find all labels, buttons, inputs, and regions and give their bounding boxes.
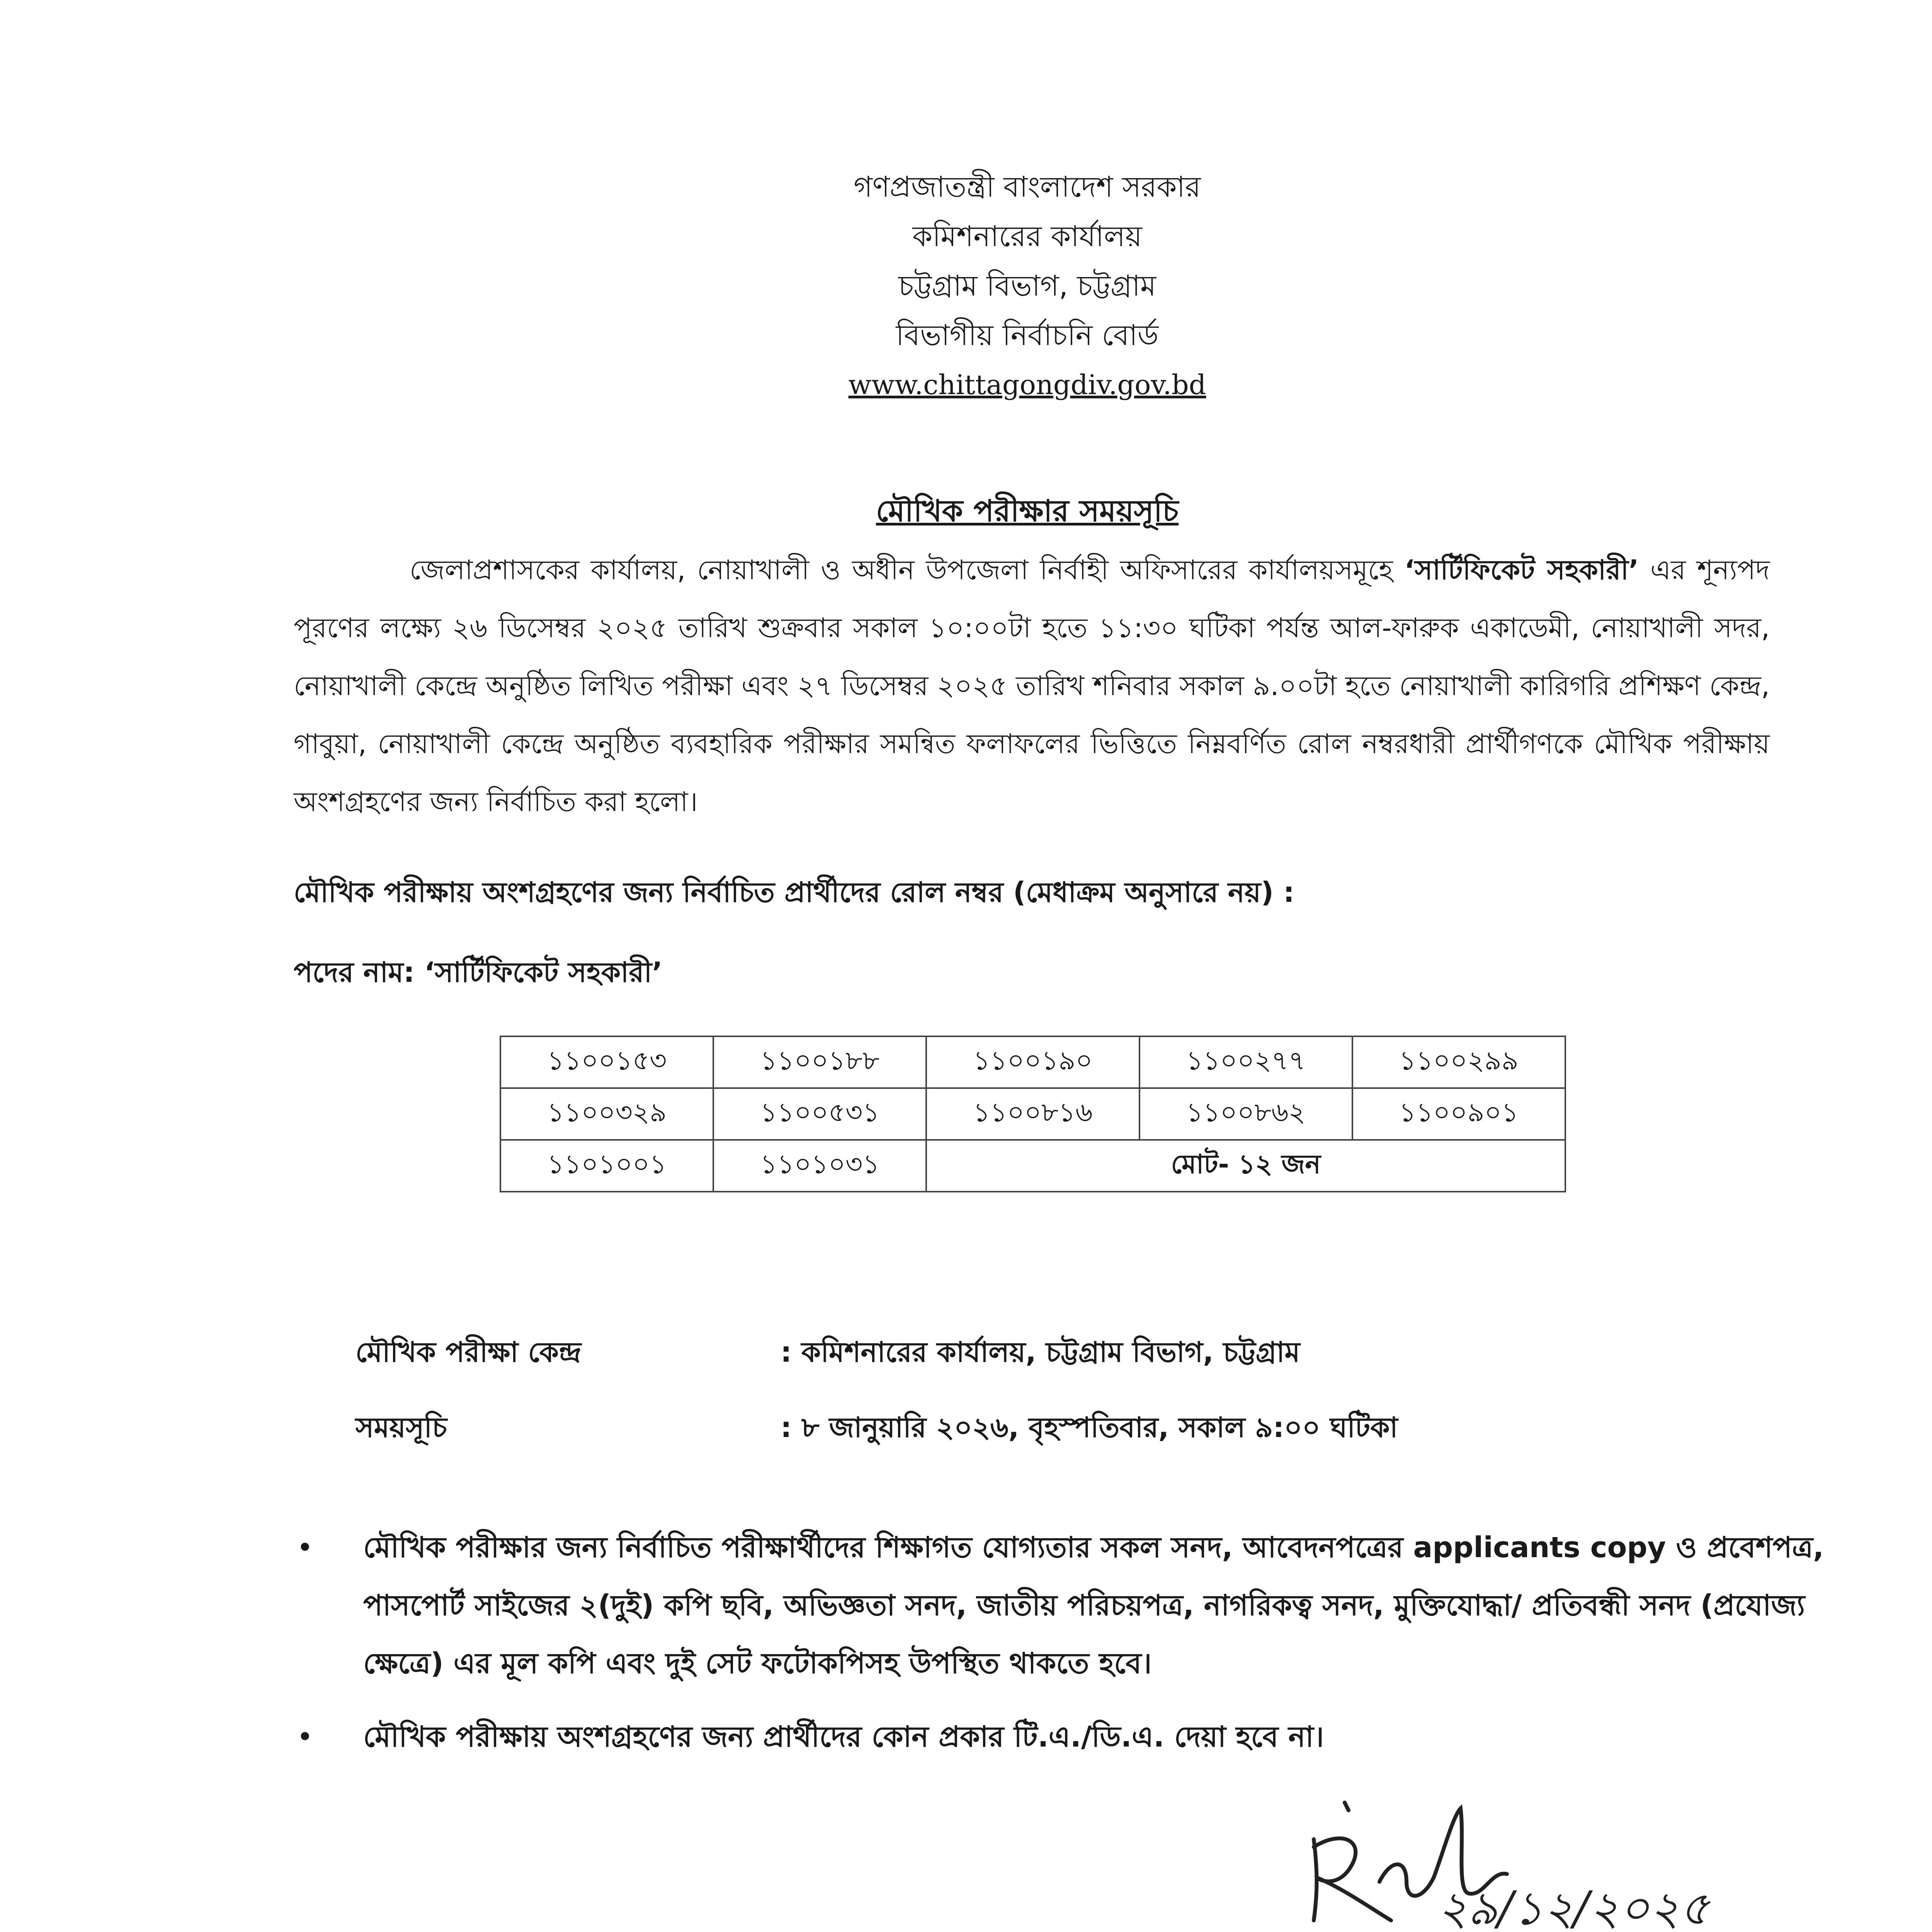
- roll-cell: ১১০০৮৬২: [1139, 1088, 1352, 1140]
- instruction-list: [294, 1519, 1859, 1781]
- exam-schedule-label: সময়সূচি: [355, 1411, 447, 1444]
- header-board: বিভাগীয় নির্বাচনি বোর্ড: [896, 319, 1159, 352]
- header-division: চট্টগ্রাম বিভাগ, চট্টগ্রাম: [898, 269, 1156, 303]
- roll-cell: ১১০০৩২৯: [500, 1088, 713, 1140]
- instruction-text: মৌখিক পরীক্ষার জন্য নির্বাচিত পরীক্ষার্থীদের শিক্ষাগত যোগ্যতার সকল সনদ, আবেদনপত্রের applicants copy ও প্রবেশপত্র, পাসপোর্ট সাইজের ২(দুই) কপি ছবি, অভিজ্ঞতা সনদ, জাতীয় পরিচয়পত্র, নাগরিকত্ব সনদ, মুক্তিযোদ্ধা/ প্রতিবন্ধী সনদ (প্রযোজ্য ক্ষেত্রে) এর মূল কপি এবং দুই সেট ফটোকপিসহ উপস্থিত থাকতে হবে।: [363, 1531, 1824, 1680]
- roll-cell: ১১০০২৭৭: [1139, 1036, 1352, 1088]
- notice-body: [294, 541, 1770, 831]
- body-text-part2: এর শূন্যপদ পূরণের লক্ষ্যে ২৬ ডিসেম্বর ২০২৫ তারিখ শুক্রবার সকাল ১০:০০টা হতে ১১:৩০ ঘটিকা পর্যন্ত আল-ফারুক একাডেমী, নোয়াখালী সদর, নোয়াখালী কেন্দ্রে অনুষ্ঠিত লিখিত পরীক্ষা এবং ২৭ ডিসেম্বর ২০২৫ তারিখ শনিবার সকাল ৯.০০টা হতে নোয়াখালী কারিগরি প্রশিক্ষণ কেন্দ্র, গাবুয়া, নোয়াখালী কেন্দ্রে অনুষ্ঠিত ব্যবহারিক পরীক্ষার সমন্বিত ফলাফলের ভিত্তিতে নিম্নবর্ণিত রোল নম্বরধারী প্রার্থীগণকে মৌখিক পরীক্ষায় অংশগ্রহণের জন্য নির্বাচিত করা হলো।: [294, 554, 1770, 818]
- list-item: [298, 1708, 1859, 1766]
- body-text-part1: জেলাপ্রশাসকের কার্যালয়, নোয়াখালী ও অধীন উপজেলা নির্বাহী অফিসারের কার্যালয়সমূহে: [410, 554, 1405, 586]
- total-count-cell: মোট- ১২ জন: [926, 1140, 1565, 1192]
- roll-cell: ১১০০১৯০: [926, 1036, 1139, 1088]
- roll-heading: মৌখিক পরীক্ষায় অংশগ্রহণের জন্য নির্বাচিত প্রার্থীদের রোল নম্বর (মেধাক্রম অনুসারে নয়) :: [294, 876, 1294, 908]
- notice-subject: মৌখিক পরীক্ষার সময়সূচি: [876, 494, 1179, 529]
- instruction-text: মৌখিক পরীক্ষায় অংশগ্রহণের জন্য প্রার্থীদের কোন প্রকার টি.এ./ডি.এ. দেয়া হবে না।: [363, 1720, 1324, 1753]
- roll-cell: ১১০০৫৩১: [713, 1088, 926, 1140]
- handwritten-signature: [1291, 1793, 1710, 1932]
- roll-number-table: [500, 1036, 1566, 1192]
- post-name-label: পদের নাম: ‘সার্টিফিকেট সহকারী’: [294, 956, 663, 988]
- table-row: [500, 1088, 1565, 1140]
- roll-cell: ১১০০২৯৯: [1352, 1036, 1565, 1088]
- exam-schedule-value: : ৮ জানুয়ারি ২০২৬, বৃহস্পতিবার, সকাল ৯:০০ ঘটিকা: [781, 1411, 1398, 1444]
- roll-cell: ১১০১০৩১: [713, 1140, 926, 1192]
- signature-date: ২৯/১২/২০২৫: [1437, 1882, 1710, 1932]
- body-post-name: ‘সার্টিফিকেট সহকারী’: [1404, 554, 1639, 586]
- bullet-icon: •: [298, 1723, 313, 1750]
- list-item: [298, 1519, 1859, 1692]
- roll-cell: ১১০০১৮৮: [713, 1036, 926, 1088]
- table-row: [500, 1036, 1565, 1088]
- exam-center-value: : কমিশনারের কার্যালয়, চট্টগ্রাম বিভাগ, চট্টগ্রাম: [781, 1336, 1300, 1368]
- signatory-name: [1074, 1928, 1924, 1932]
- exam-center-label: মৌখিক পরীক্ষা কেন্দ্র: [355, 1336, 582, 1368]
- roll-cell: ১১০০১৫৩: [500, 1036, 713, 1088]
- header-office: কমিশনারের কার্যালয়: [912, 220, 1142, 253]
- bullet-icon: •: [298, 1534, 313, 1561]
- roll-cell: ১১০০৮১৬: [926, 1088, 1139, 1140]
- header-website-link[interactable]: www.chittagongdiv.gov.bd: [848, 369, 1206, 401]
- roll-cell: ১১০১০০১: [500, 1140, 713, 1192]
- header-government: গণপ্রজাতন্ত্রী বাংলাদেশ সরকার: [854, 170, 1201, 204]
- roll-cell: ১১০০৯০১: [1352, 1088, 1565, 1140]
- table-row: [500, 1140, 1565, 1192]
- letterhead: [0, 162, 1932, 410]
- signatory-block: [1074, 1928, 1924, 1932]
